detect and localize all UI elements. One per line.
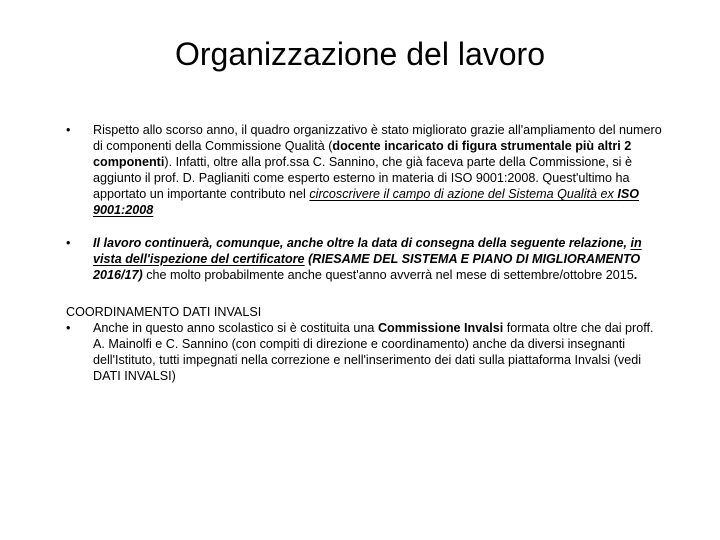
emphasis-text: docente incaricato di figura strumentale più altri 2 componenti [93, 139, 632, 170]
bullet-item-commissione-qualita [66, 122, 666, 219]
section-heading-invalsi: COORDINAMENTO DATI INVALSI [66, 304, 262, 319]
slide-body [66, 122, 666, 384]
bullet-marker: • [66, 235, 71, 250]
paragraph-text: Rispetto allo scorso anno, il quadro organizzativo è stato migliorato grazie all'ampliamento del numero di componenti della Commissione Qualità ( [93, 123, 662, 154]
paragraph-text: che molto probabilmente anche quest'anno avverrà nel mese di settembre/ottobre 2015 [142, 267, 634, 282]
paragraph-text: Anche in questo anno scolastico si è costituita una [93, 320, 378, 335]
bullet-item-lavoro-continuera [66, 235, 666, 283]
bullet-marker: • [66, 320, 71, 335]
underlined-italic-text: circoscrivere il campo di azione del Sistema Qualità ex [309, 187, 618, 202]
slide-title: Organizzazione del lavoro [175, 36, 545, 72]
emphasis-text: Commissione Invalsi [377, 320, 504, 335]
emphasis-text: . [633, 267, 638, 282]
bullet-item-commissione-invalsi [66, 320, 666, 384]
bold-italic-text: Il lavoro continuerà, comunque, anche oltre la data di consegna della seguente relazione, [93, 235, 631, 250]
paragraph-text: formata oltre che dai proff. A. Mainolfi e C. Sannino (con compiti di direzione e coordinamento) anche da diversi insegnanti dell'Istituto, tutti impegnati nella correzione e nell'inserimento dei dati sulla piattaforma Invalsi (vedi DATI INVALSI) [93, 320, 654, 384]
underlined-bold-italic-text: ISO 9001:2008 [93, 187, 640, 218]
underlined-bold-italic-text: in vista dell'ispezione del certificatore [93, 235, 642, 266]
paragraph-text: ). Infatti, oltre alla prof.ssa C. Sannino, che già faceva parte della Commissione, si è aggiunto il prof. D. Paglianiti come esperto esterno in materia di ISO 9001:2008. Quest'ultimo ha apportato un importante contributo nel [93, 155, 632, 202]
bullet-marker: • [66, 123, 71, 137]
bold-italic-text: (RIESAME DEL SISTEMA E PIANO DI MIGLIORAMENTO 2016/17) [93, 251, 641, 282]
